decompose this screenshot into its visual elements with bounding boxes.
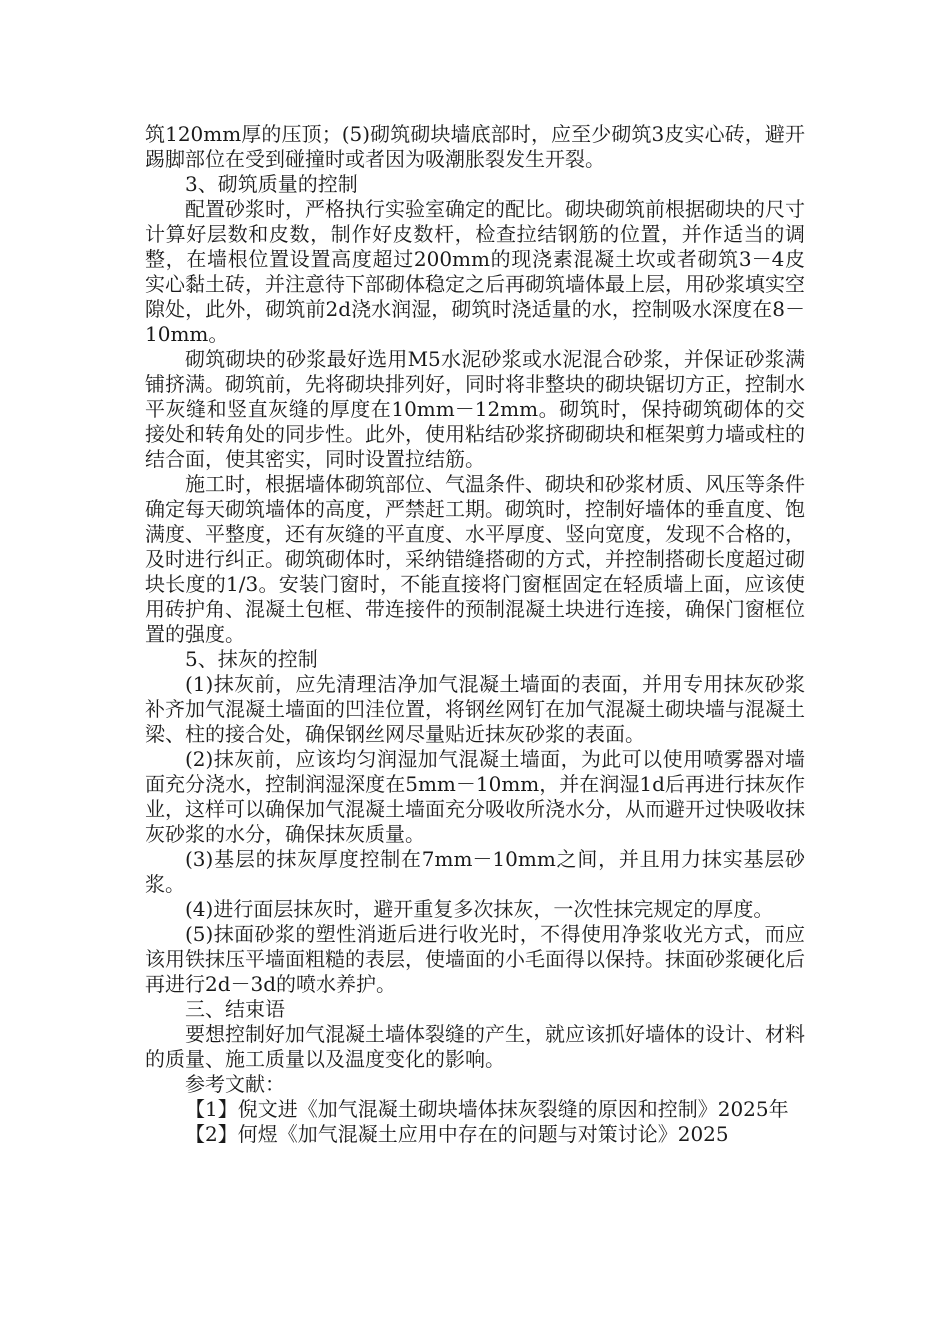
paragraph-plaster-2: (2)抹灰前，应该均匀润湿加气混凝土墙面，为此可以使用喷雾器对墙面充分浇水，控制润湿深度在5mm－10mm，并在润湿1d后再进行抹灰作业，这样可以确保加气混凝土墙面充分吸收所浇水分，从而避开过快吸收抹灰砂浆的水分，确保抹灰质量。 — [145, 747, 805, 846]
references-heading: 参考文献： — [185, 1072, 285, 1096]
paragraph-plaster-1: (1)抹灰前，应先清理洁净加气混凝土墙面的表面，并用专用抹灰砂浆补齐加气混凝土墙面的凹洼位置，将钢丝网钉在加气混凝土砌块墙与混凝土梁、柱的接合处，确保钢丝网尽量贴近抹灰砂浆的表面。 — [145, 672, 805, 746]
reference-item-2: 【2】何煜《加气混凝土应用中存在的问题与对策讨论》2025 — [185, 1122, 729, 1146]
paragraph-plaster-5: (5)抹面砂浆的塑性消逝后进行收光时，不得使用净浆收光方式，而应该用铁抹压平墙面粗糙的表层，使墙面的小毛面得以保持。抹面砂浆硬化后再进行2d－3d的喷水养护。 — [145, 922, 805, 996]
paragraph-mortar-selection: 砌筑砌块的砂浆最好选用M5水泥砂浆或水泥混合砂浆，并保证砂浆满铺挤满。砌筑前，先将砌块排列好，同时将非整块的砌块锯切方正，控制水平灰缝和竖直灰缝的厚度在10mm－12mm。砌筑时，保持砌筑砌体的交接处和转角处的同步性。此外，使用粘结砂浆挤砌砌块和框架剪力墙或柱的结合面，使其密实，同时设置拉结筋。 — [145, 347, 805, 471]
paragraph-conclusion: 要想控制好加气混凝土墙体裂缝的产生，就应该抓好墙体的设计、材料的质量、施工质量以及温度变化的影响。 — [145, 1022, 805, 1071]
document-body — [145, 122, 805, 1147]
reference-item-1: 【1】倪文进《加气混凝土砌块墙体抹灰裂缝的原因和控制》2025年 — [185, 1097, 789, 1121]
paragraph-construction: 施工时，根据墙体砌筑部位、气温条件、砌块和砂浆材质、风压等条件确定每天砌筑墙体的高度，严禁赶工期。砌筑时，控制好墙体的垂直度、饱满度、平整度，还有灰缝的平直度、水平厚度、竖向宽度，发现不合格的，及时进行纠正。砌筑砌体时，采纳错缝搭砌的方式，并控制搭砌长度超过砌块长度的1/3。安装门窗时，不能直接将门窗框固定在轻质墙上面，应该使用砖护角、混凝土包框、带连接件的预制混凝土块进行连接，确保门窗框位置的强度。 — [145, 472, 805, 646]
paragraph-mortar-mix: 配置砂浆时，严格执行实验室确定的配比。砌块砌筑前根据砌块的尺寸计算好层数和皮数，制作好皮数杆，检查拉结钢筋的位置，并作适当的调整，在墙根位置设置高度超过200mm的现浇素混凝土坎或者砌筑3－4皮实心黏土砖，并注意待下部砌体稳定之后再砌筑墙体最上层，用砂浆填实空隙处，此外，砌筑前2d浇水润湿，砌筑时浇适量的水，控制吸水深度在8－10mm。 — [145, 197, 805, 346]
section-heading-conclusion: 三、结束语 — [185, 997, 285, 1021]
section-heading-masonry-quality: 3、砌筑质量的控制 — [185, 172, 358, 196]
paragraph-plaster-3: (3)基层的抹灰厚度控制在7mm－10mm之间，并且用力抹实基层砂浆。 — [145, 847, 805, 896]
section-heading-plastering: 5、抹灰的控制 — [185, 647, 318, 671]
paragraph-continuation: 筑120mm厚的压顶；(5)砌筑砌块墙底部时，应至少砌筑3皮实心砖，避开踢脚部位在受到碰撞时或者因为吸潮胀裂发生开裂。 — [145, 122, 805, 171]
paragraph-plaster-4: (4)进行面层抹灰时，避开重复多次抹灰，一次性抹完规定的厚度。 — [185, 897, 774, 921]
